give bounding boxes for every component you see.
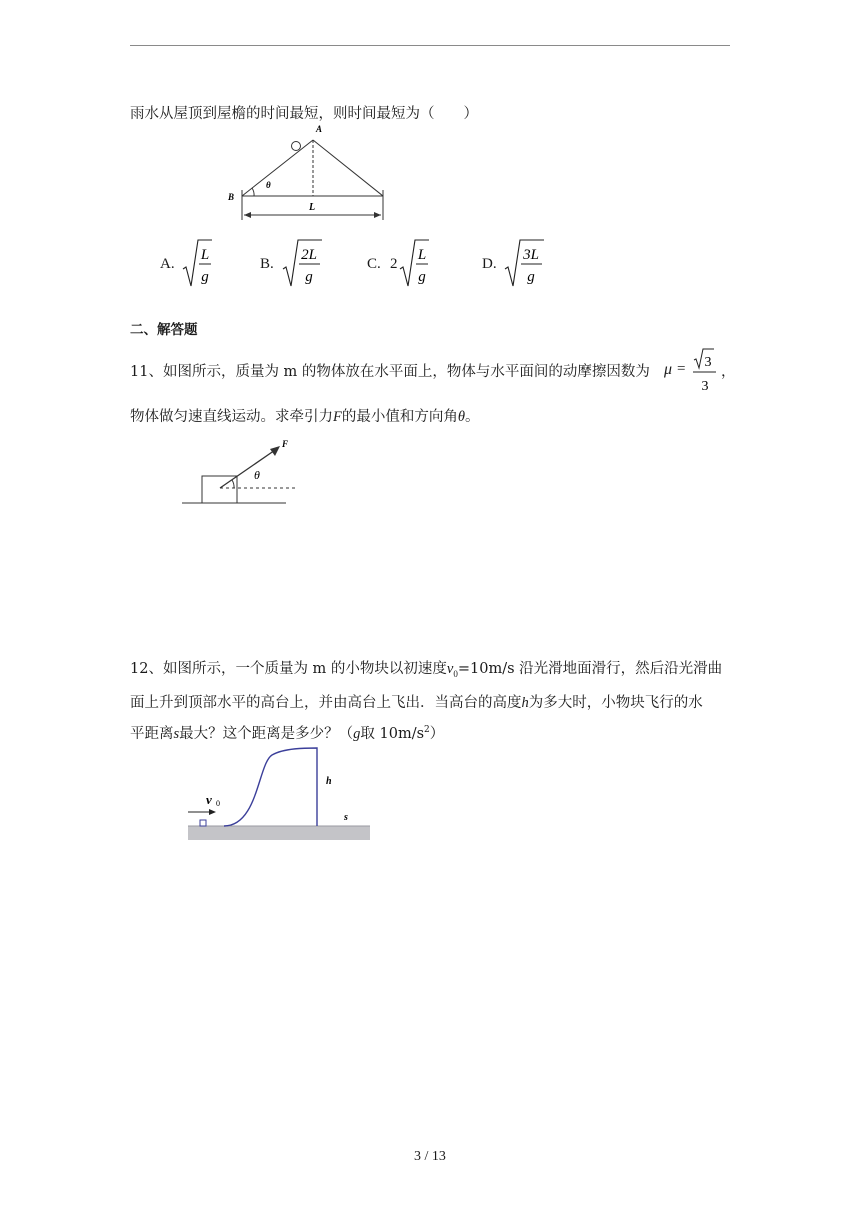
- label-A: A: [316, 124, 323, 134]
- var-g: g: [353, 725, 361, 742]
- label-B: B: [228, 192, 235, 202]
- q11-line2-b: 的最小值和方向角: [341, 409, 458, 425]
- q11-mu-formula: [664, 348, 736, 396]
- frac-num: 3L: [523, 247, 539, 263]
- label-theta: θ: [254, 468, 260, 482]
- sqrt-sign: [399, 238, 429, 290]
- label-L: L: [309, 202, 316, 213]
- q12-line3-b: 最大？这个距离是多少？（: [179, 725, 354, 742]
- q11-line1-text: 11、如图所示，质量为 m 的物体放在水平面上，物体与水平面间的动摩擦因数为: [130, 364, 650, 380]
- label-F: F: [282, 439, 289, 449]
- q12-line2-b: 为多大时，小物块飞行的水: [528, 695, 703, 711]
- q12-ramp-figure: [186, 744, 374, 848]
- unit-superscript: 2: [424, 725, 430, 735]
- frac-den: g: [201, 269, 209, 285]
- q12-line1-b: =10m/s 沿光滑地面滑行，然后沿光滑曲: [457, 661, 723, 677]
- q10-option-c[interactable]: [367, 238, 437, 290]
- var-v-sub: 0: [453, 668, 458, 679]
- label-theta: θ: [266, 180, 271, 190]
- q10-option-a[interactable]: [160, 238, 220, 290]
- q12-line3: [130, 720, 444, 744]
- label-s: s: [344, 812, 348, 823]
- sqrt-sign: [182, 238, 212, 290]
- q12-line3-d: ）: [429, 725, 445, 742]
- frac-num: L: [200, 247, 210, 263]
- q12-line3-c: 取 10m/s: [360, 725, 425, 742]
- label-v-sub: 0: [216, 799, 220, 808]
- sqrt-sign: [282, 238, 322, 290]
- option-coef: 2: [390, 256, 398, 272]
- frac-den: g: [527, 269, 535, 285]
- sqrt3-over-3: [692, 348, 718, 396]
- q10-option-b[interactable]: [260, 238, 330, 290]
- var-F: F: [333, 409, 342, 425]
- q12-line3-a: 平距离: [130, 725, 174, 742]
- frac-den: g: [305, 269, 313, 285]
- sqrt-sign: [504, 238, 544, 290]
- q11-line2-a: 物体做匀速直线运动。求牵引力: [130, 409, 333, 425]
- q12-line1-a: 12、如图所示，一个质量为 m 的小物块以初速度: [130, 661, 447, 677]
- header-rule: [130, 45, 730, 46]
- page-number: 3 / 13: [414, 1149, 446, 1164]
- var-theta: θ: [457, 409, 465, 425]
- q11-line2-c: 。: [464, 409, 480, 425]
- q11-line2: [130, 407, 479, 427]
- equals-sign: =: [677, 361, 686, 377]
- q10-stem: 雨水从屋顶到屋檐的时间最短，则时间最短为（ ）: [130, 106, 478, 122]
- label-h: h: [326, 776, 332, 787]
- q12-line2: [130, 693, 703, 713]
- option-label: B.: [260, 256, 274, 272]
- q11-comma: ，: [721, 364, 736, 380]
- var-h: h: [521, 695, 529, 711]
- mu-symbol: μ: [664, 361, 673, 378]
- frac-den: 3: [701, 379, 709, 394]
- q12-line1: [130, 659, 722, 684]
- frac-den: g: [418, 269, 426, 285]
- var-s: s: [173, 725, 180, 742]
- q11-line1: [130, 362, 650, 382]
- section-heading: 二、解答题: [130, 322, 198, 338]
- var-v: v: [446, 661, 454, 677]
- q10-option-d[interactable]: [482, 238, 552, 290]
- option-label: D.: [482, 256, 497, 272]
- frac-num: 2L: [301, 247, 317, 263]
- option-label: A.: [160, 256, 175, 272]
- option-label: C.: [367, 256, 381, 272]
- q12-line2-a: 面上升到顶部水平的高台上，并由高台上飞出．当高台的高度: [130, 695, 522, 711]
- q11-block-figure: [180, 436, 300, 512]
- frac-num: L: [417, 247, 427, 263]
- frac-num: 3: [704, 355, 712, 370]
- label-v: v: [206, 792, 212, 807]
- q10-roof-figure: [222, 120, 392, 225]
